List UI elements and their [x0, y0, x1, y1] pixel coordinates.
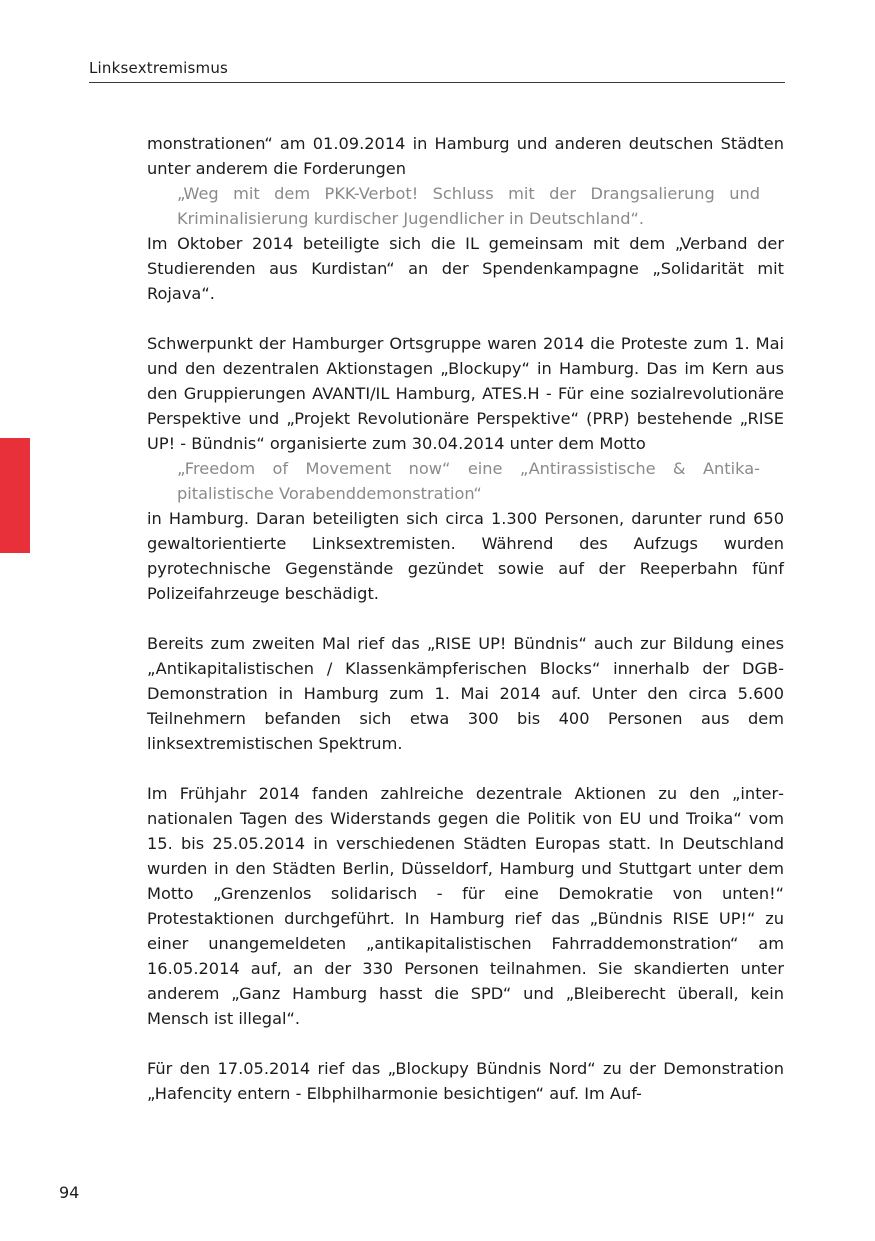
running-header: [89, 58, 785, 83]
paragraph-5: Bereits zum zweiten Mal rief das „RISE UP! Bündnis“ auch zur Bildung eines „Antikapitalistischen / Klassenkämpferischen Blocks“ innerhalb der DGB-Demonstration in Hamburg zum 1. Mai 2014 auf. Unter den circa 5.600 Teilnehmern befanden sich etwa 300 bis 400 Personen aus dem linksextremistischen Spektrum.: [147, 634, 784, 753]
paragraph-spacer: [147, 306, 784, 331]
page-number: 94: [59, 1183, 80, 1202]
paragraph-spacer: [147, 756, 784, 781]
paragraph-1: monstrationen“ am 01.09.2014 in Hamburg und anderen deutschen Städten unter anderem die Forderungen: [147, 134, 784, 178]
paragraph-6: Im Frühjahr 2014 fanden zahlreiche dezentrale Aktionen zu den „internationalen Tagen des Widerstands gegen die Politik von EU und Troika“ vom 15. bis 25.05.2014 in verschiedenen Städten Europas statt. In Deutschland wurden in den Städten Berlin, Düsseldorf, Hamburg und Stuttgart unter dem Motto „Grenzenlos solidarisch - für eine Demokratie von unten!“ Protestaktionen durchgeführt. In Hamburg rief das „Bündnis RISE UP!“ zu einer unangemeldeten „antikapitalistischen Fahrraddemonstration“ am 16.05.2014 auf, an der 330 Personen teilnahmen. Sie skandierten unter anderem „Ganz Hamburg hasst die SPD“ und „Bleiberecht überall, kein Mensch ist illegal“.: [147, 784, 784, 1028]
paragraph-spacer: [147, 1031, 784, 1056]
header-title: Linksextremismus: [89, 59, 229, 77]
main-text: [147, 131, 784, 1106]
chapter-marker-tab: [0, 438, 30, 553]
paragraph-4: in Hamburg. Daran beteiligten sich circa 1.300 Personen, darunter rund 650 gewaltorientierte Linksextremisten. Während des Aufzugs wurden pyrotechnische Gegenstände gezündet sowie auf der Reeperbahn fünf Polizeifahrzeuge beschädigt.: [147, 509, 784, 603]
paragraph-3: Schwerpunkt der Hamburger Ortsgruppe waren 2014 die Proteste zum 1. Mai und den dezentralen Aktionstagen „Blockupy“ in Hamburg. Das im Kern aus den Gruppierungen AVANTI/IL Hamburg, ATES.H - Für eine sozialrevolutionäre Perspektive und „Projekt Revolutionäre Perspektive“ (PRP) bestehende „RISE UP! - Bündnis“ organisierte zum 30.04.2014 unter dem Motto: [147, 334, 784, 453]
paragraph-7: Für den 17.05.2014 rief das „Blockupy Bündnis Nord“ zu der Demonstration „Hafencity entern - Elbphilharmonie besichtigen“ auf. Im Auf-: [147, 1059, 784, 1103]
paragraph-spacer: [147, 606, 784, 631]
paragraph-2: Im Oktober 2014 beteiligte sich die IL gemeinsam mit dem „Verband der Studierenden aus Kurdistan“ an der Spendenkampagne „Solidarität mit Rojava“.: [147, 234, 784, 303]
quote-2: „Freedom of Movement now“ eine „Antirassistische & Antikapitalistische Vorabenddemonstration“: [177, 459, 760, 503]
quote-1: „Weg mit dem PKK-Verbot! Schluss mit der Drangsalierung und Kriminalisierung kurdischer Jugendlicher in Deutschland“.: [177, 184, 760, 228]
